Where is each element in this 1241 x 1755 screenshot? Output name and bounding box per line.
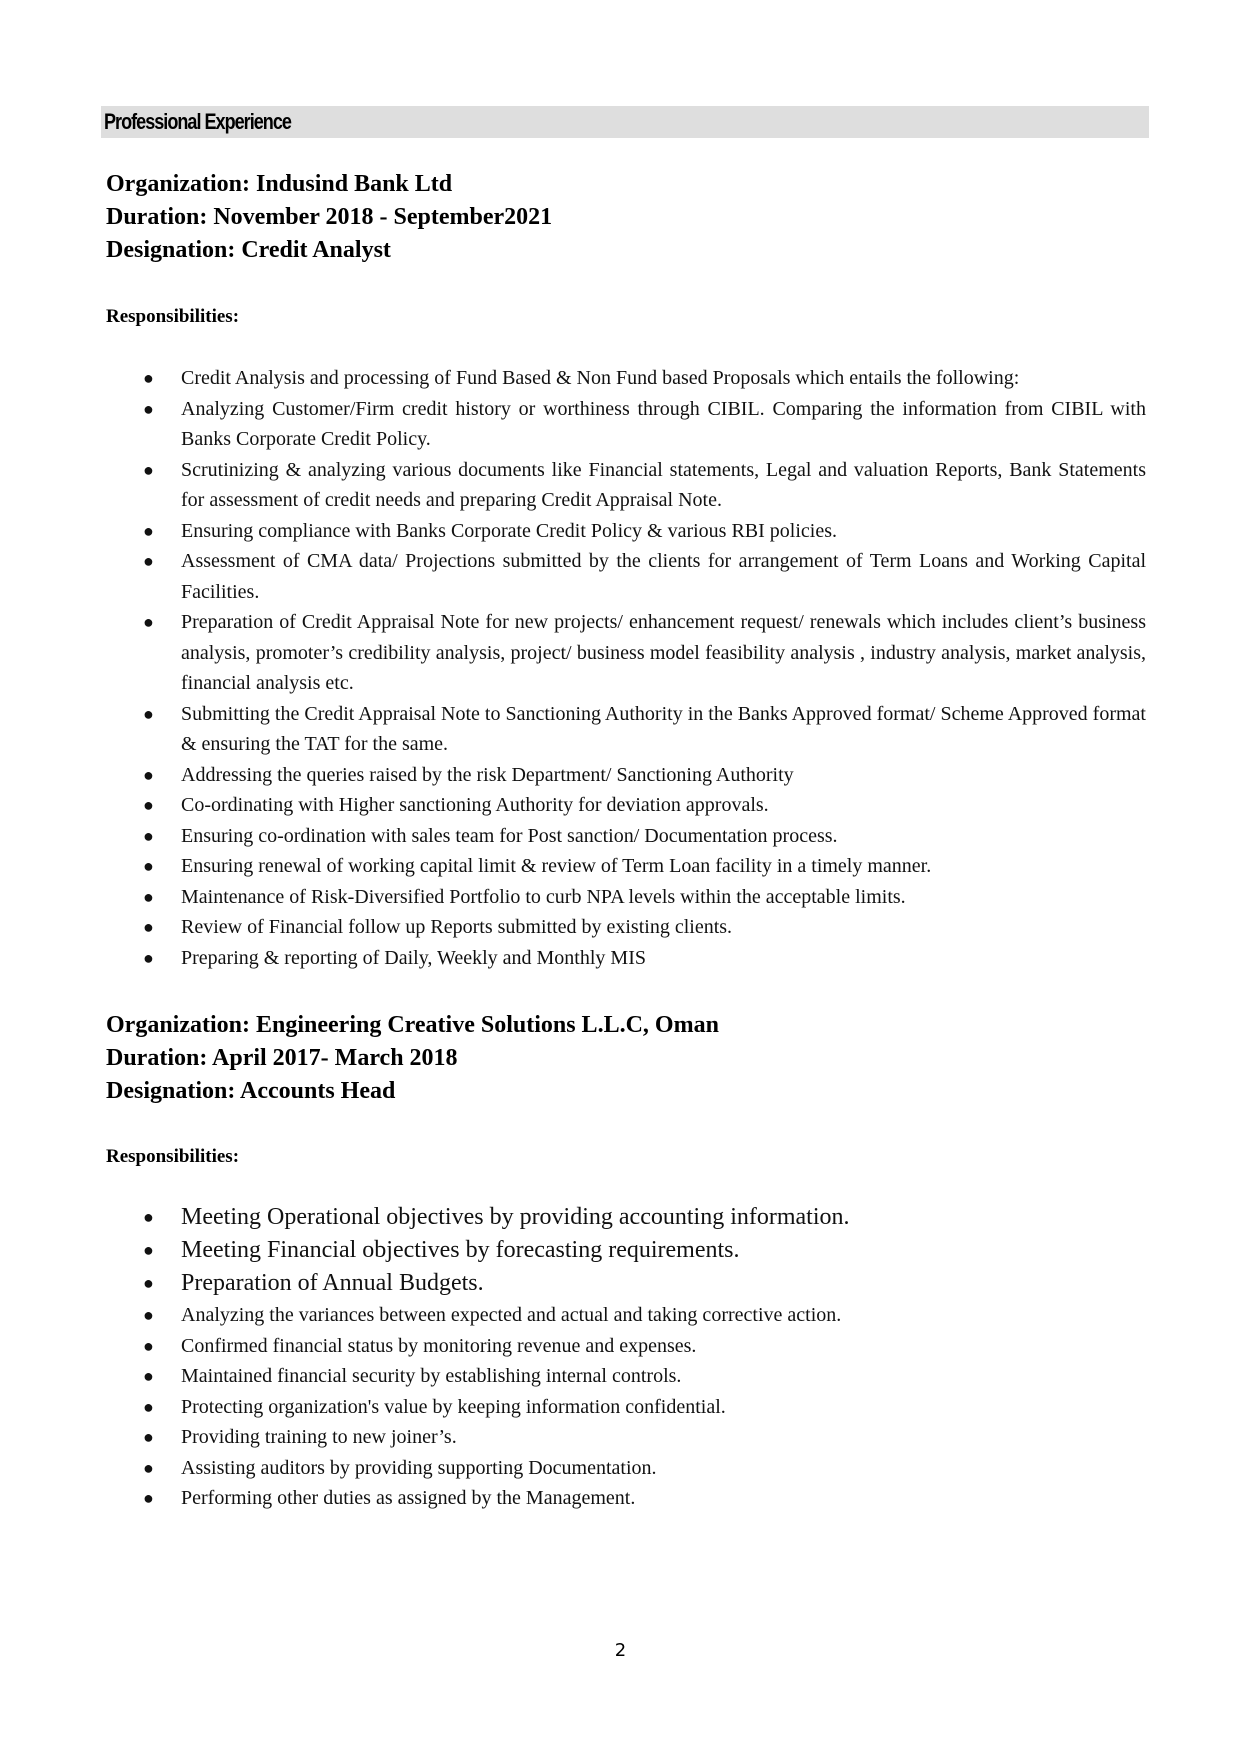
responsibilities-label: Responsibilities: (106, 306, 240, 327)
bullet-icon: ● (143, 1457, 154, 1478)
bullet-icon: ● (143, 917, 154, 937)
bullet-icon: ● (143, 398, 154, 419)
list-item (106, 1234, 1146, 1267)
bullet-icon: ● (143, 459, 154, 480)
list-item (106, 699, 1146, 760)
responsibility-text: Analyzing Customer/Firm credit history or worthiness through CIBIL. Comparing the information from CIBIL with Banks Corporate Credit Policy. (181, 397, 1146, 450)
bullet-icon: ● (143, 1207, 154, 1227)
bullet-icon: ● (143, 1273, 154, 1293)
list-item (106, 1300, 1146, 1331)
list-item (106, 760, 1146, 791)
list-item (106, 821, 1146, 852)
bullet-icon: ● (143, 947, 154, 968)
responsibility-text: Confirmed financial status by monitoring revenue and expenses. (181, 1334, 697, 1357)
list-item (106, 1267, 1146, 1300)
list-item (106, 607, 1146, 699)
bullet-icon: ● (143, 1396, 154, 1417)
designation: Designation: Accounts Head (106, 1078, 396, 1104)
list-item (106, 790, 1146, 821)
list-item (106, 1453, 1146, 1484)
responsibility-text: Scrutinizing & analyzing various documents like Financial statements, Legal and valuation Reports, Bank Statements for assessment of credit needs and preparing Credit Appraisal Note. (181, 458, 1146, 511)
responsibility-text: Review of Financial follow up Reports submitted by existing clients. (181, 916, 733, 938)
bullet-icon: ● (143, 368, 154, 388)
list-item (106, 1483, 1146, 1514)
duration: Duration: November 2018 - September2021 (106, 204, 553, 230)
responsibility-text: Providing training to new joiner’s. (181, 1426, 457, 1448)
bullet-icon: ● (143, 1335, 154, 1356)
responsibilities-label: Responsibilities: (106, 1146, 240, 1167)
list-item (106, 1361, 1146, 1392)
list-item (106, 1392, 1146, 1423)
list-item (106, 1422, 1146, 1453)
responsibility-text: Submitting the Credit Appraisal Note to Sanctioning Authority in the Banks Approved format/ Scheme Approved format & ensuring the TAT for the same. (181, 702, 1146, 755)
responsibility-text: Performing other duties as assigned by the Management. (181, 1487, 636, 1509)
responsibilities-list (106, 1201, 1146, 1514)
list-item (106, 1201, 1146, 1234)
bullet-icon: ● (143, 612, 154, 632)
list-item (106, 851, 1146, 882)
responsibility-text: Co-ordinating with Higher sanctioning Authority for deviation approvals. (181, 794, 769, 816)
responsibility-text: Protecting organization's value by keeping information confidential. (181, 1395, 726, 1418)
section-title: Professional Experience (104, 109, 291, 134)
job-header-indusind (106, 168, 552, 267)
responsibility-text: Ensuring co-ordination with sales team for Post sanction/ Documentation process. (181, 824, 838, 847)
list-item (106, 943, 1146, 974)
duration: Duration: April 2017- March 2018 (106, 1045, 458, 1071)
list-item (106, 455, 1146, 516)
list-item (106, 1331, 1146, 1362)
responsibilities-list (106, 363, 1146, 973)
responsibility-text: Assessment of CMA data/ Projections submitted by the clients for arrangement of Term Loans and Working Capital Facilities. (181, 550, 1146, 603)
bullet-icon: ● (143, 795, 154, 815)
organization-name: Organization: Engineering Creative Solutions L.L.C, Oman (106, 1012, 719, 1038)
responsibility-text: Meeting Financial objectives by forecasting requirements. (181, 1237, 740, 1263)
bullet-icon: ● (143, 1366, 154, 1386)
responsibility-text: Analyzing the variances between expected and actual and taking corrective action. (181, 1304, 842, 1326)
list-item (106, 516, 1146, 547)
responsibility-text: Preparing & reporting of Daily, Weekly and Monthly MIS (181, 946, 646, 969)
designation: Designation: Credit Analyst (106, 237, 391, 263)
bullet-icon: ● (143, 856, 154, 876)
responsibility-text: Ensuring compliance with Banks Corporate Credit Policy & various RBI policies. (181, 519, 838, 542)
bullet-icon: ● (143, 886, 154, 907)
bullet-icon: ● (143, 703, 154, 724)
responsibility-text: Preparation of Annual Budgets. (181, 1270, 484, 1296)
responsibility-text: Addressing the queries raised by the risk Department/ Sanctioning Authority (181, 763, 794, 786)
organization-name: Organization: Indusind Bank Ltd (106, 171, 453, 197)
bullet-icon: ● (143, 520, 154, 541)
bullet-icon: ● (143, 1240, 154, 1260)
responsibility-text: Assisting auditors by providing supporting Documentation. (181, 1456, 657, 1479)
list-item (106, 394, 1146, 455)
responsibility-text: Preparation of Credit Appraisal Note for new projects/ enhancement request/ renewals which includes client’s business analysis, promoter’s credibility analysis, project/ business model feasibility analysis , industry analysis, market analysis, financial analysis etc. (181, 611, 1146, 694)
bullet-icon: ● (143, 551, 154, 571)
bullet-icon: ● (143, 1305, 154, 1325)
job-header-ecs (106, 1009, 719, 1108)
list-item (106, 882, 1146, 913)
responsibility-text: Maintenance of Risk-Diversified Portfolio to curb NPA levels within the acceptable limits. (181, 885, 906, 908)
bullet-icon: ● (143, 1427, 154, 1447)
bullet-icon: ● (143, 764, 154, 785)
list-item (106, 363, 1146, 394)
responsibility-text: Meeting Operational objectives by providing accounting information. (181, 1204, 850, 1230)
responsibility-text: Credit Analysis and processing of Fund Based & Non Fund based Proposals which entails the following: (181, 367, 1020, 389)
page-number: 2 (614, 1640, 627, 1661)
bullet-icon: ● (143, 825, 154, 846)
list-item (106, 546, 1146, 607)
responsibility-text: Ensuring renewal of working capital limit & review of Term Loan facility in a timely manner. (181, 855, 932, 877)
responsibility-text: Maintained financial security by establishing internal controls. (181, 1365, 682, 1387)
bullet-icon: ● (143, 1488, 154, 1508)
list-item (106, 912, 1146, 943)
